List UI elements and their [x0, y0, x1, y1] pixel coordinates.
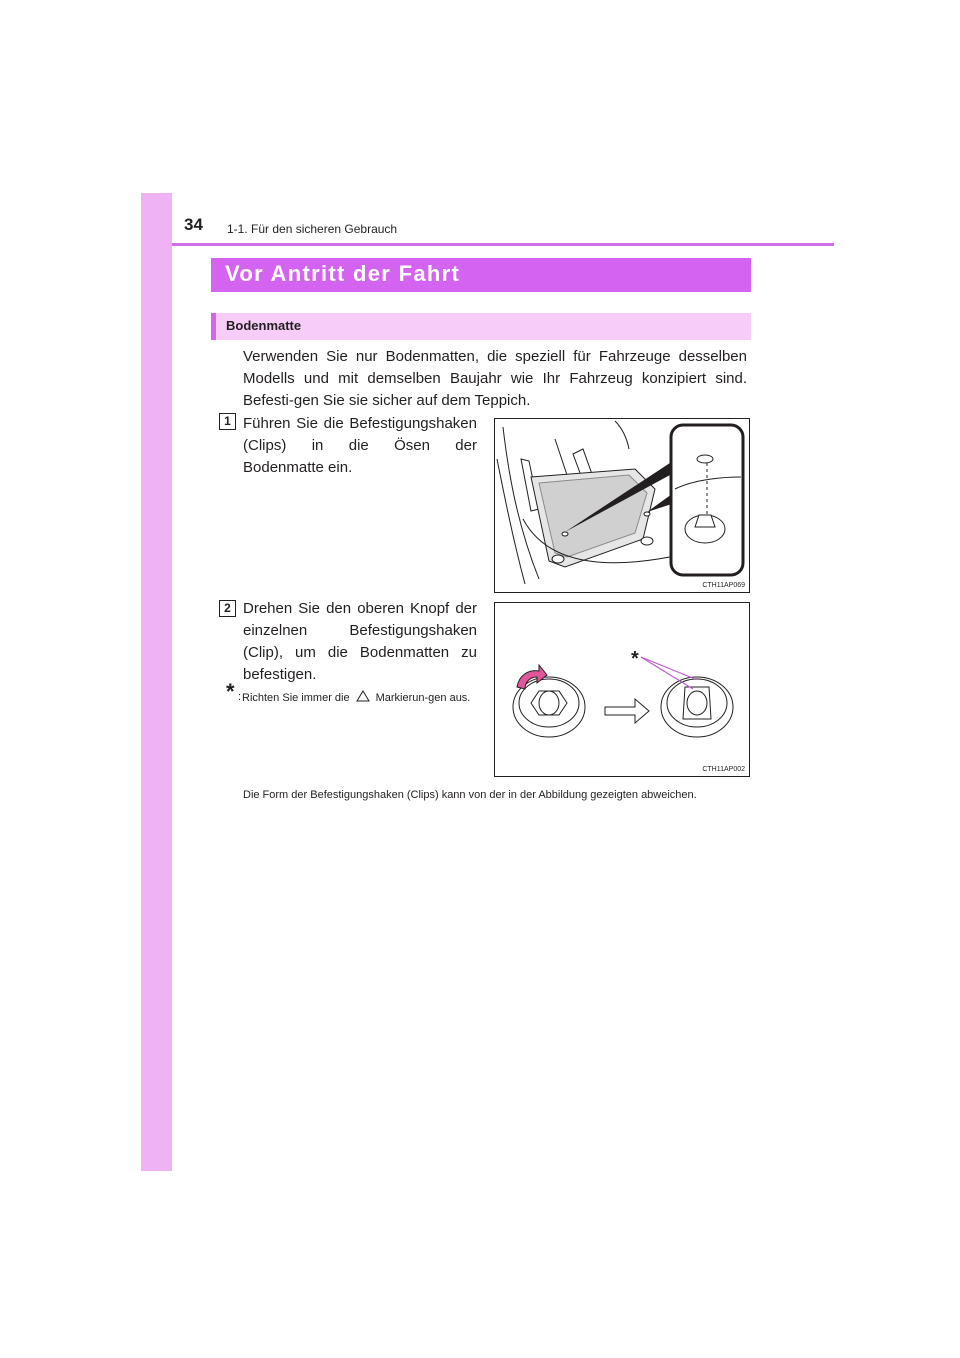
page-number: 34 [184, 215, 203, 234]
rotate-knob-illustration [495, 603, 749, 776]
section-heading: Bodenmatte [226, 318, 302, 333]
section-heading-bar [211, 313, 751, 340]
figure-rotate-knob [494, 602, 750, 777]
figure-code: CTH11AP069 [702, 582, 745, 589]
page-title: Vor Antritt der Fahrt [225, 261, 461, 286]
note-asterisk: * [226, 679, 235, 704]
floor-mat-illustration [495, 419, 749, 592]
header-rule [172, 243, 834, 246]
title-bar [211, 258, 751, 292]
step-2-text: Drehen Sie den oberen Knopf der einzelnen Befestigungshaken (Clip), um die Bodenmatten zu befestigen. [243, 600, 477, 683]
note-text-before: Richten Sie immer die [242, 692, 350, 704]
note-colon: : [238, 691, 242, 703]
figure-floor-mat-hooks [494, 418, 750, 593]
step-1-text: Führen Sie die Befestigungshaken (Clips) in die Ösen der Bodenmatte ein. [243, 415, 477, 476]
note-text-after: Markierun-gen aus. [375, 692, 471, 704]
triangle-mark-icon [356, 690, 370, 702]
intro-paragraph: Verwenden Sie nur Bodenmatten, die speziell für Fahrzeuge desselben Modells und mit demselben Baujahr wie Ihr Fahrzeug konzipiert sind. Befesti-gen Sie sie sicher auf dem Teppich. [243, 348, 747, 409]
figure-asterisk: * [631, 648, 639, 670]
figure-code: CTH11AP002 [702, 766, 745, 773]
step-2-number: 2 [219, 600, 236, 617]
running-head: 1-1. Für den sicheren Gebrauch [227, 222, 398, 236]
chapter-tab-sidebar [141, 193, 172, 1171]
step-1-number: 1 [219, 413, 236, 430]
bottom-note: Die Form der Befestigungshaken (Clips) kann von der in der Abbildung gezeigten abweichen. [243, 789, 697, 801]
